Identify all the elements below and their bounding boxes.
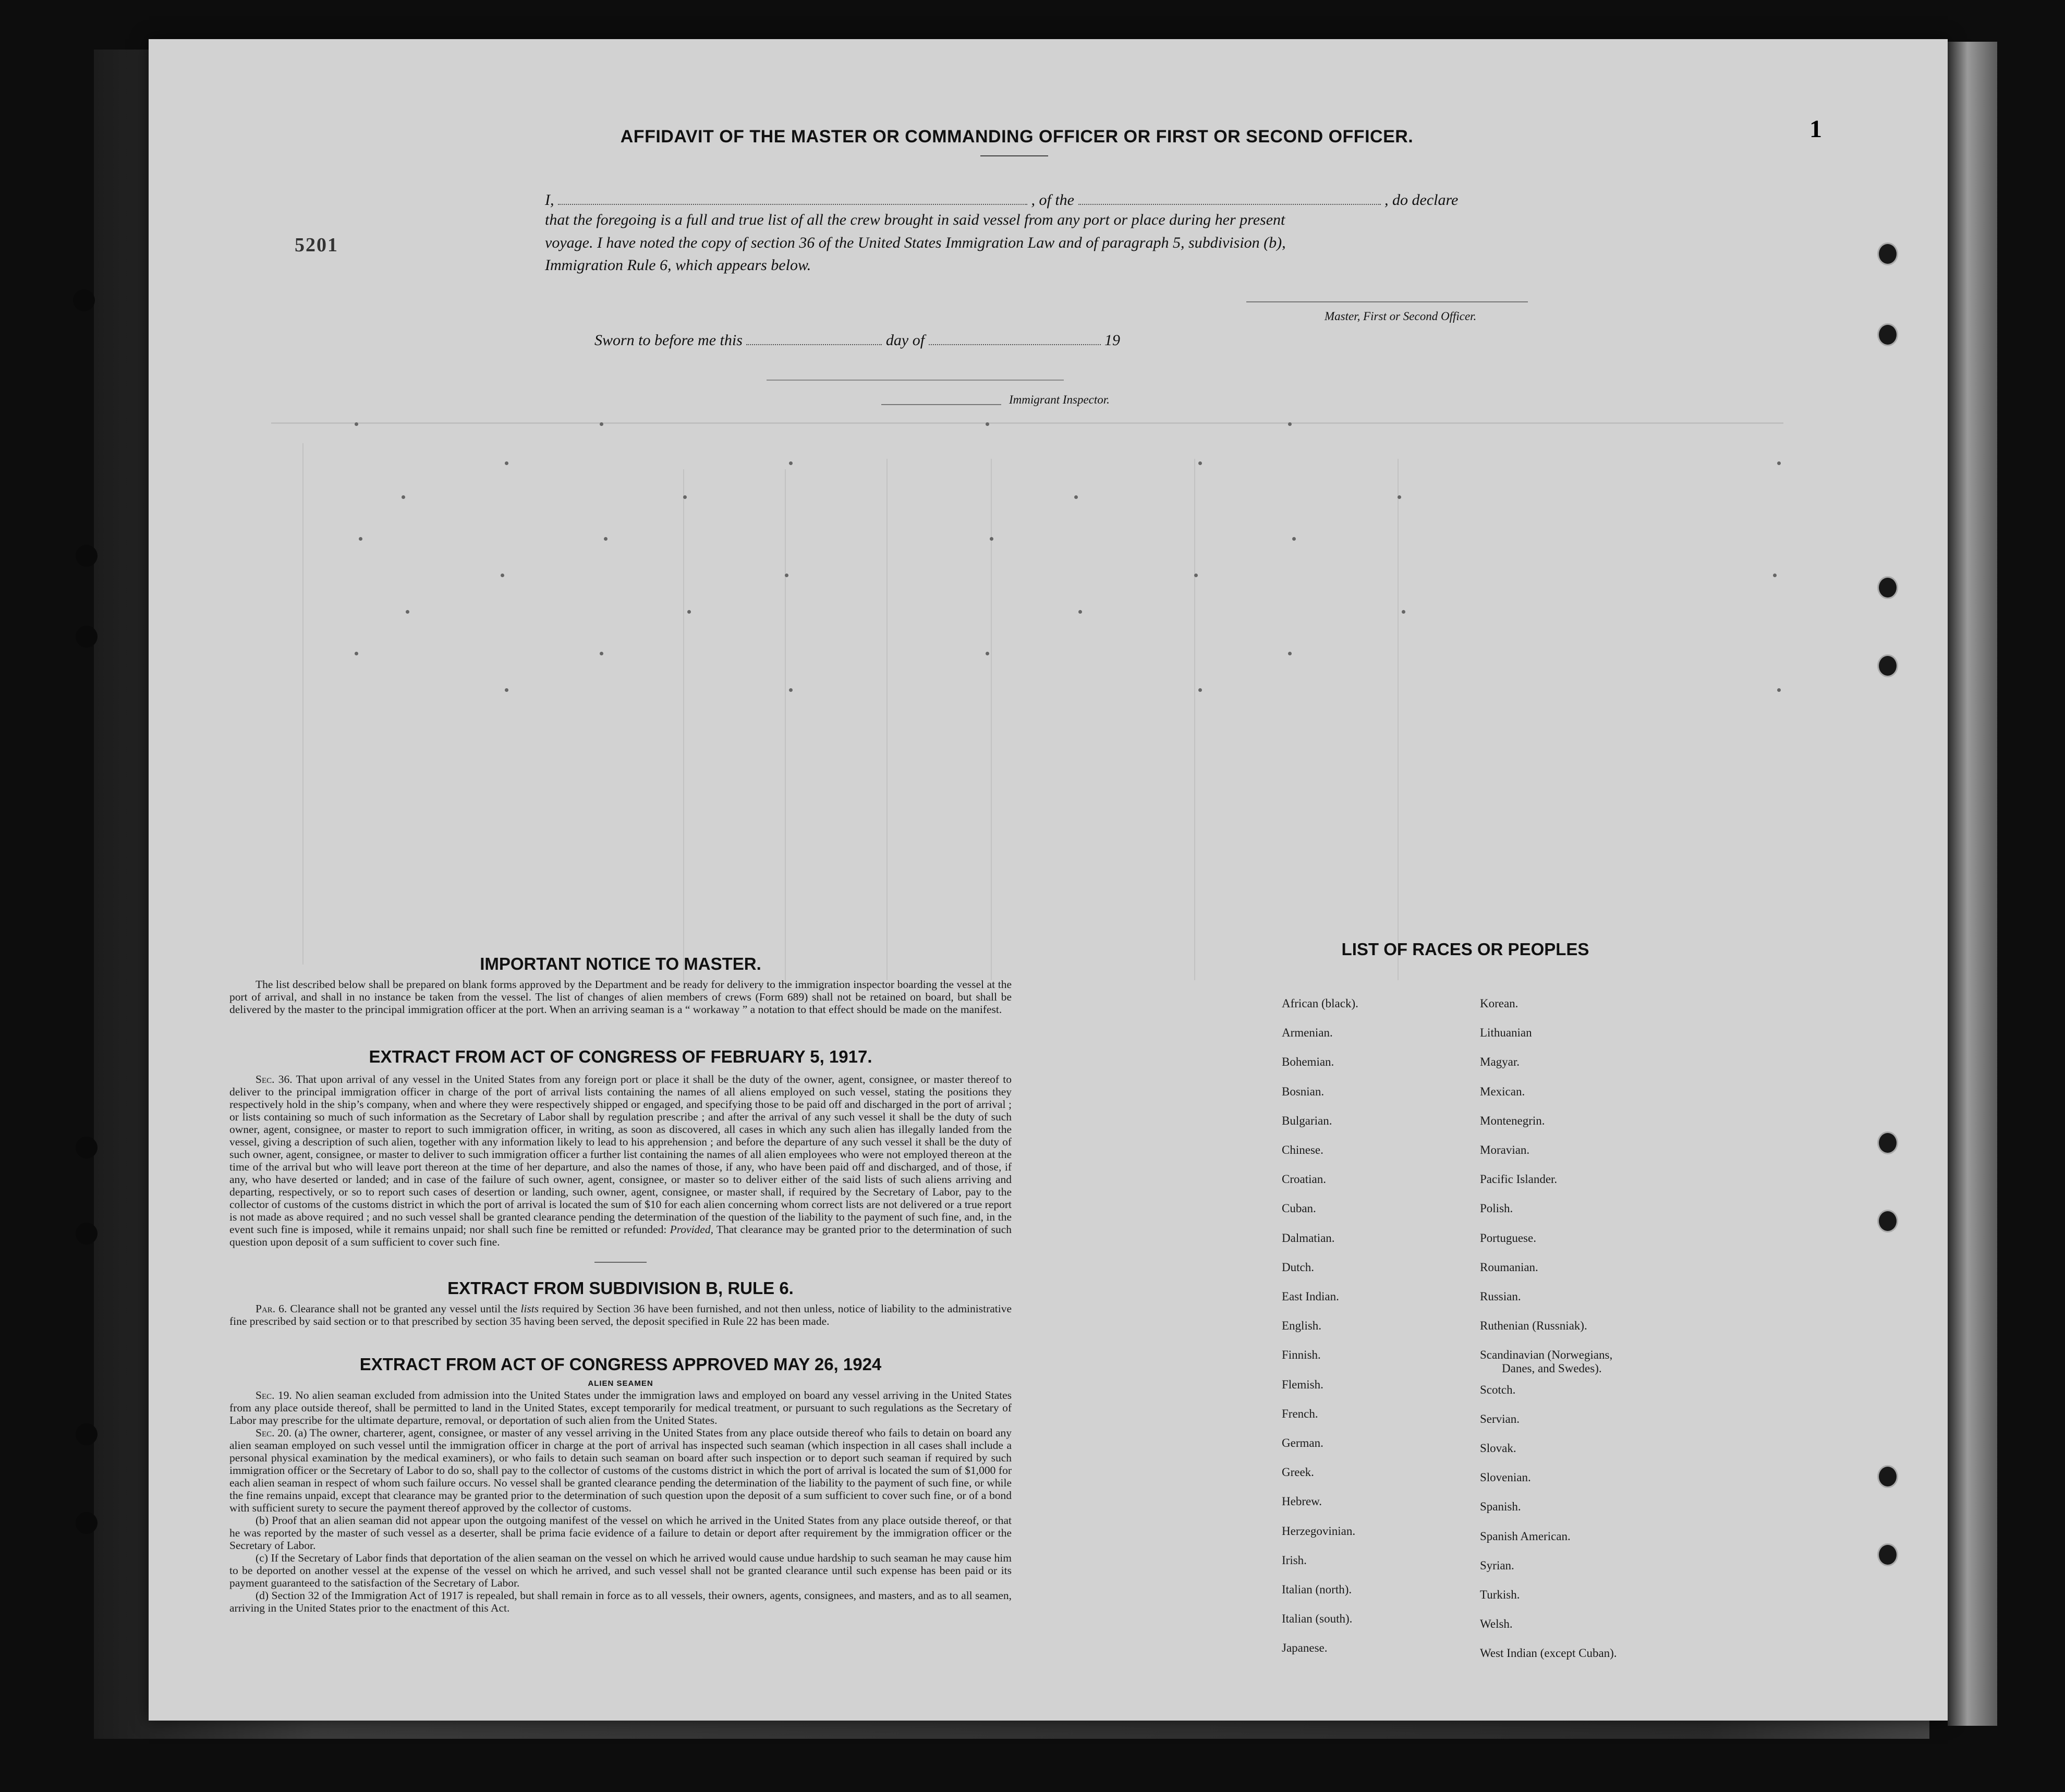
race-item: Syrian. bbox=[1480, 1558, 1514, 1572]
rule6-body-a: Clearance shall not be granted any vessel until the bbox=[290, 1302, 518, 1315]
race-item: German. bbox=[1282, 1436, 1323, 1449]
race-item: Lithuanian bbox=[1480, 1026, 1532, 1040]
race-item: Welsh. bbox=[1480, 1617, 1513, 1631]
year-label: 19 bbox=[1104, 332, 1121, 349]
declarant-name-blank bbox=[558, 189, 1027, 205]
notice-title: IMPORTANT NOTICE TO MASTER. bbox=[480, 954, 761, 973]
declare-label: , do declare bbox=[1384, 191, 1459, 209]
notice-text: The list described below shall be prepared on blank forms approved by the Department and be ready for delivery to the immigration inspector boarding the vessel at the port of arrival, and shall in no instance be taken from the vessel. The list of changes of alien members of crews (Form 689) shall not be retained on board, but shall be delivered by the master to the principal immigration officer at the port. When an arriving seaman is a “ workaway ” a notation to that effect should be made on the manifest. bbox=[229, 978, 1012, 1016]
race-item: Italian (south). bbox=[1282, 1612, 1353, 1626]
bleed-dot bbox=[406, 610, 409, 614]
race-item: Hebrew. bbox=[1282, 1495, 1322, 1508]
race-item: Mexican. bbox=[1480, 1084, 1525, 1098]
binder-hole bbox=[1877, 1131, 1898, 1154]
race-item: Dalmatian. bbox=[1282, 1231, 1335, 1245]
race-item: Croatian. bbox=[1282, 1173, 1326, 1186]
binder-hole bbox=[1877, 1210, 1898, 1233]
bleed-dot bbox=[1777, 688, 1781, 692]
race-item: Spanish American. bbox=[1480, 1529, 1571, 1543]
race-item: Irish. bbox=[1282, 1553, 1307, 1567]
bleed-line bbox=[271, 422, 1783, 424]
bleed-dot bbox=[1777, 461, 1781, 465]
race-item: Herzegovinian. bbox=[1282, 1524, 1356, 1538]
day-of-label: day of bbox=[885, 332, 925, 349]
bleed-dot bbox=[789, 688, 793, 692]
notice-section bbox=[229, 978, 1012, 1016]
binder-hole bbox=[1877, 1465, 1898, 1488]
race-item: Russian. bbox=[1480, 1290, 1521, 1303]
extract-1924-subtitle: ALIEN SEAMEN bbox=[588, 1379, 653, 1388]
race-item: Slovak. bbox=[1480, 1442, 1516, 1455]
sworn-label: Sworn to before me this bbox=[594, 332, 743, 349]
bleed-dot bbox=[1198, 461, 1202, 465]
binder-hole bbox=[73, 289, 95, 311]
race-item-continuation: Danes, and Swedes). bbox=[1502, 1362, 1602, 1375]
race-item: Dutch. bbox=[1282, 1260, 1314, 1274]
section-body-end: That clearance may be granted prior to the determination of such question upon deposit of a sum sufficient to cover such fine. bbox=[229, 1223, 1012, 1248]
race-item: Greek. bbox=[1282, 1466, 1314, 1479]
bleed-line bbox=[1398, 459, 1399, 980]
race-item: Pacific Islander. bbox=[1480, 1173, 1558, 1186]
bleed-dot bbox=[687, 610, 691, 614]
race-item: Servian. bbox=[1480, 1412, 1520, 1425]
bleed-dot bbox=[1198, 688, 1202, 692]
binder-hole bbox=[1877, 323, 1898, 346]
binder-hole bbox=[76, 545, 98, 567]
sworn-month-blank bbox=[929, 330, 1101, 345]
affidavit-line-4: Immigration Rule 6, which appears below. bbox=[545, 257, 811, 274]
sec20-c-text: (c) If the Secretary of Labor finds that deportation of the alien seaman on the vessel on which he arrived would cause undue hardship to such seaman he may cause him to be deported on another vessel at the expense of the vessel on which he arrived, and such vessel shall not be granted clearance until such expense has been paid or its payment guaranteed to the satisfaction of the Secretary of Labor. bbox=[229, 1552, 1012, 1589]
sec20-body: (a) The owner, charterer, agent, consignee, or master of any vessel arriving in the United States from any place outside thereof who fails to detain on board any alien seaman employed on such vessel until the immigration officer in charge at the port of arrival has inspected such seaman (which inspection in all cases shall include a personal physical examination by the medical examiners), or who fails to detain such seaman on board after such inspection or to deport such seaman if required by such immigration officer or the Secretary of Labor to do so, shall pay to the collector of customs of the customs district in which the port of arrival is located the sum of $1,000 for each alien seaman in respect of whom such failure occurs. No vessel shall be granted clearance pending the determination of the liability to the payment of such fine, or while the fine remains unpaid, except that clearance may be granted prior to the determination of such question upon the deposit of a sum sufficient to cover such fine, or of a bond with sufficient surety to secure the payment thereof approved by the collector of customs. bbox=[229, 1427, 1012, 1514]
race-item: Magyar. bbox=[1480, 1055, 1520, 1069]
sec19-body: No alien seaman excluded from admission into the United States under the immigration laws and employed on board any vessel arriving in the United States from any place outside thereof, shall be permitted to land in the United States, except temporarily for medical treatment, or pursuant to such regulations as the Secretary of Labor may prescribe for the ultimate departure, removal, or deportation of such alien from the United States. bbox=[229, 1389, 1012, 1427]
section-number: Sec. 20. bbox=[256, 1427, 292, 1439]
race-item: East Indian. bbox=[1282, 1290, 1339, 1303]
race-item: Scandinavian (Norwegians, bbox=[1480, 1348, 1613, 1362]
page-edge-strip bbox=[1948, 42, 1997, 1726]
bleed-dot bbox=[789, 461, 793, 465]
binder-hole bbox=[76, 1223, 98, 1245]
bleed-line bbox=[785, 469, 786, 991]
section-number: Sec. 19. bbox=[256, 1389, 292, 1401]
bleed-dot bbox=[990, 537, 993, 541]
paragraph-number: Par. 6. bbox=[256, 1302, 287, 1315]
sworn-line bbox=[594, 330, 1120, 349]
declarant-label: I, bbox=[545, 191, 554, 209]
bleed-dot bbox=[1078, 610, 1082, 614]
bleed-dot bbox=[986, 422, 989, 426]
bleed-dot bbox=[600, 422, 603, 426]
affidavit-line-3: voyage. I have noted the copy of section 36 of the United States Immigration Law and of paragraph 5, subdivision (b), bbox=[545, 234, 1286, 251]
sworn-day-blank bbox=[746, 330, 882, 345]
corner-mark: 1 bbox=[1809, 115, 1822, 143]
binder-hole bbox=[1877, 1543, 1898, 1566]
race-item: English. bbox=[1282, 1319, 1322, 1333]
bleed-dot bbox=[505, 461, 508, 465]
race-item: Spanish. bbox=[1480, 1500, 1521, 1514]
race-item: West Indian (except Cuban). bbox=[1480, 1647, 1617, 1660]
binder-hole bbox=[76, 1137, 98, 1159]
race-item: Slovenian. bbox=[1480, 1471, 1531, 1484]
binder-hole bbox=[1877, 654, 1898, 677]
bleed-line bbox=[302, 443, 303, 965]
master-label: Master, First or Second Officer. bbox=[1325, 310, 1477, 323]
binder-hole bbox=[76, 626, 98, 648]
sworn-rule bbox=[767, 380, 1064, 381]
race-item: Cuban. bbox=[1282, 1202, 1316, 1215]
sec20-text bbox=[229, 1427, 1012, 1514]
race-item: French. bbox=[1282, 1407, 1318, 1420]
race-item: Scotch. bbox=[1480, 1383, 1516, 1396]
master-signature-line bbox=[1246, 301, 1528, 302]
race-item: Bohemian. bbox=[1282, 1055, 1334, 1069]
race-item: Chinese. bbox=[1282, 1143, 1323, 1156]
race-item: Polish. bbox=[1480, 1202, 1513, 1215]
bleed-dot bbox=[683, 495, 687, 499]
race-item: Japanese. bbox=[1282, 1641, 1328, 1655]
bleed-dot bbox=[501, 574, 504, 577]
bleed-dot bbox=[785, 574, 788, 577]
vessel-name-blank bbox=[1078, 189, 1381, 205]
race-item: Bulgarian. bbox=[1282, 1114, 1332, 1127]
bleed-dot bbox=[1402, 610, 1405, 614]
binder-hole bbox=[76, 1423, 98, 1445]
affidavit-title: AFFIDAVIT OF THE MASTER OR COMMANDING OFFICER OR FIRST OR SECOND OFFICER. bbox=[620, 127, 1414, 147]
inspector-label: Immigrant Inspector. bbox=[1009, 393, 1110, 406]
bleed-dot bbox=[986, 652, 989, 655]
bleed-dot bbox=[1288, 422, 1292, 426]
bleed-dot bbox=[1292, 537, 1296, 541]
extract-1917-section bbox=[229, 1073, 1012, 1248]
binder-hole bbox=[76, 1512, 98, 1534]
affidavit-line-1 bbox=[545, 189, 1546, 209]
section-number: Sec. 36. bbox=[256, 1073, 293, 1086]
bleed-line bbox=[886, 459, 888, 980]
bleed-dot bbox=[1398, 495, 1401, 499]
lists-word: lists bbox=[520, 1302, 539, 1315]
divider bbox=[594, 1262, 647, 1263]
sec20-d-text: (d) Section 32 of the Immigration Act of 1917 is repealed, but shall remain in force as to all vessels, their owners, agents, consignees, and masters, and as to all seamen, arriving in the United States prior to the enactment of this Act. bbox=[229, 1589, 1012, 1614]
bleed-dot bbox=[359, 537, 362, 541]
section-body: That upon arrival of any vessel in the United States from any foreign port or place it shall be the duty of the owner, agent, consignee, or master thereof to deliver to the principal immigration officer in charge of the port of arrival lists containing the names of all aliens employed on such vessel, stating the positions they respectively hold in the ship’s company, when and where they were respectively shipped or engaged, and specifying those to be paid off and discharged in the port of arrival ; or lists containing so much of such information as the Secretary of Labor shall by regulation prescribe ; and after the arrival of any such vessel it shall be the duty of such owner, agent, consignee, or master to report to such immigration officer, in writing, as soon as discovered, all cases in which any such alien has illegally landed from the vessel, giving a description of such alien, together with any information likely to lead to his apprehension ; and before the departure of any such vessel it shall be the duty of such owner, agent, consignee, or master to deliver to such immigration officer a further list containing the names of all alien employees who were not employed thereon at the time of the arrival but who will leave port thereon at the time of her departure, and also the names of those, if any, who have been paid off and discharged, and of those, if any, who have deserted or landed; and in case of the failure of such owner, agent, consignee, or master so to deliver either of the said lists of such aliens arriving and departing, respectively, or so to report such cases of desertion or landing, such owner, agent, consignee, or master shall, if required by the Secretary of Labor, pay to the collector of customs of the customs district in which the port of arrival is located the sum of $10 for each alien concerning whom correct lists are not delivered or a true report is not made as above required ; and no such vessel shall be granted clearance pending the determination of the question of the liability to the payment of such fine, and, in the event such fine is imposed, while it remains unpaid; nor shall such fine be remitted or refunded: bbox=[229, 1073, 1012, 1236]
provided-word: Provided, bbox=[670, 1223, 713, 1236]
title-underline bbox=[980, 155, 1048, 156]
extract-rule6-text bbox=[229, 1302, 1012, 1327]
race-item: Korean. bbox=[1480, 997, 1519, 1010]
race-item: Moravian. bbox=[1480, 1143, 1530, 1156]
race-item: Bosnian. bbox=[1282, 1084, 1325, 1098]
races-title: LIST OF RACES OR PEOPLES bbox=[1341, 940, 1589, 959]
bleed-line bbox=[683, 469, 684, 991]
bleed-dot bbox=[600, 652, 603, 655]
binder-hole bbox=[1877, 576, 1898, 599]
race-item: Portuguese. bbox=[1480, 1231, 1536, 1245]
binder-hole bbox=[1877, 242, 1898, 265]
race-item: Armenian. bbox=[1282, 1026, 1333, 1040]
race-item: African (black). bbox=[1282, 997, 1358, 1010]
bleed-dot bbox=[604, 537, 608, 541]
bleed-dot bbox=[355, 652, 358, 655]
affidavit-line-2: that the foregoing is a full and true list of all the crew brought in said vessel from any port or place during her present bbox=[545, 211, 1285, 228]
extract-1924-section bbox=[229, 1389, 1012, 1614]
race-item: Montenegrin. bbox=[1480, 1114, 1545, 1127]
race-item: Ruthenian (Russniak). bbox=[1480, 1319, 1587, 1333]
bleed-dot bbox=[402, 495, 405, 499]
of-the-label: , of the bbox=[1031, 191, 1074, 209]
bleed-dot bbox=[355, 422, 358, 426]
rule6-body-b: required by Section 36 have been furnished, and not then unless, notice of liability to the administrative fine prescribed by said section or to that prescribed by section 35 having been served, the deposit specified in Rule 22 has been made. bbox=[229, 1302, 1012, 1327]
race-item: Italian (north). bbox=[1282, 1583, 1352, 1596]
extract-1924-title: EXTRACT FROM ACT OF CONGRESS APPROVED MAY 26, 1924 bbox=[359, 1355, 882, 1374]
extract-rule6-section bbox=[229, 1302, 1012, 1327]
bleed-dot bbox=[1194, 574, 1198, 577]
bleed-dot bbox=[505, 688, 508, 692]
race-item: Roumanian. bbox=[1480, 1260, 1538, 1274]
inspector-signature-line bbox=[881, 404, 1001, 405]
stamp-number: 5201 bbox=[295, 234, 338, 256]
sec19-text bbox=[229, 1389, 1012, 1427]
bleed-dot bbox=[1773, 574, 1777, 577]
race-item: Turkish. bbox=[1480, 1588, 1520, 1601]
extract-1917-text bbox=[229, 1073, 1012, 1248]
extract-1917-title: EXTRACT FROM ACT OF CONGRESS OF FEBRUARY 5, 1917. bbox=[369, 1047, 872, 1066]
bleed-dot bbox=[1074, 495, 1078, 499]
bleed-dot bbox=[1288, 652, 1292, 655]
extract-rule6-title: EXTRACT FROM SUBDIVISION B, RULE 6. bbox=[447, 1278, 794, 1298]
race-item: Flemish. bbox=[1282, 1377, 1323, 1391]
race-item: Finnish. bbox=[1282, 1348, 1321, 1362]
bleed-line bbox=[1194, 459, 1195, 980]
sec20-b-text: (b) Proof that an alien seaman did not appear upon the outgoing manifest of the vessel on which he arrived in the United States from any place outside thereof, or that he was reported by the master of such vessel as a deserter, shall be prima facie evidence of a failure to detain or deport after requirement by the immigration officer or the Secretary of Labor. bbox=[229, 1514, 1012, 1552]
